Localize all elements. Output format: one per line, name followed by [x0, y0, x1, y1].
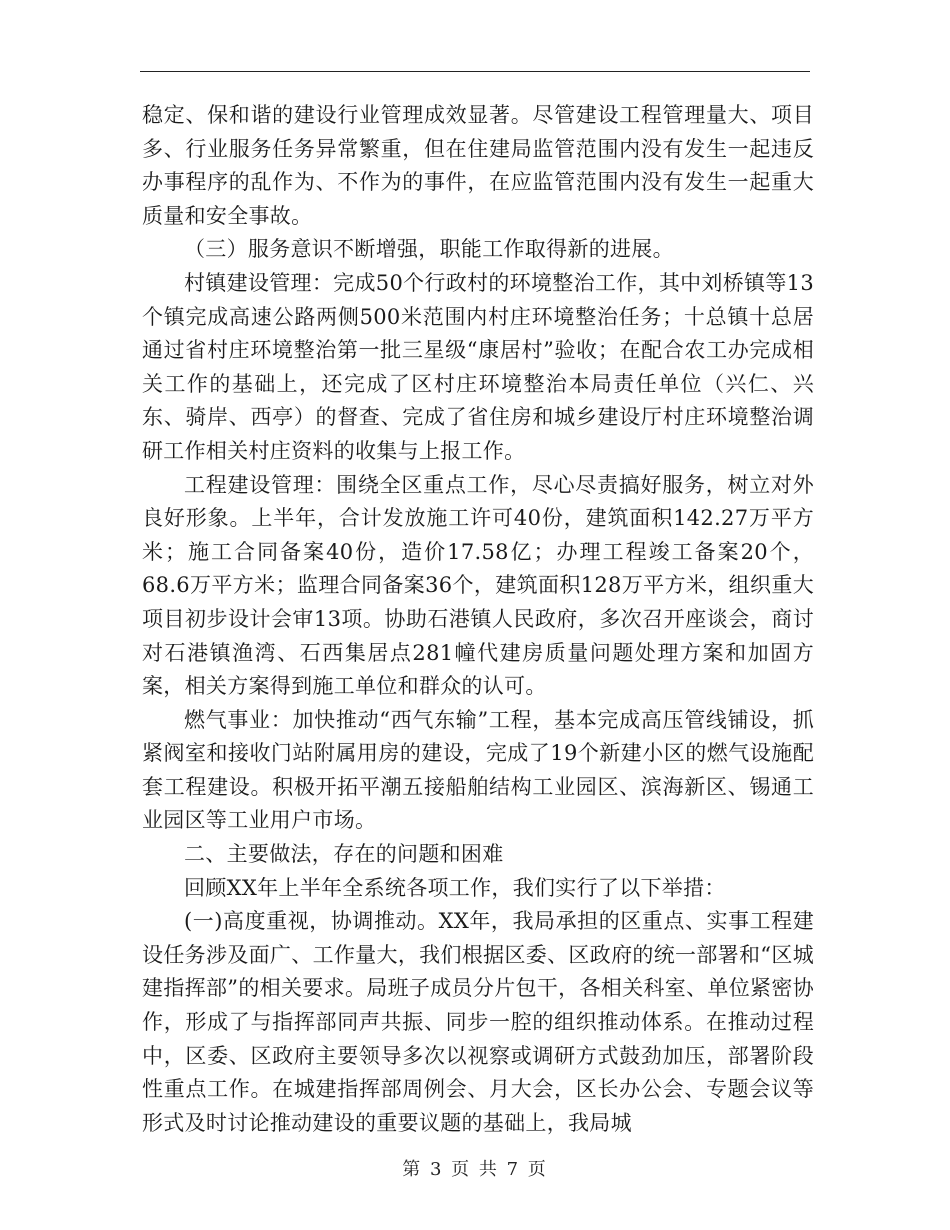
paragraph-8-measures: (一)高度重视，协调推动。XX年，我局承担的区重点、实事工程建设任务涉及面广、工作量大，我们根据区委、区政府的统一部署和“区城建指挥部”的相关要求。局班子成员分片包干，各相关科室、单位紧密协作，形成了与指挥部同声共振、同步一腔的组织推动体系。在推动过程中，区委、区政府主要领导多次以视察或调研方式鼓劲加压，部署阶段性重点工作。在城建指挥部周例会、月大会，区长办公会、专题会议等形式及时讨论推动建设的重要议题的基础上，我局城 — [142, 909, 814, 1135]
paragraph-5-gas-utility: 燃气事业：加快推动“西气东输”工程，基本完成高压管线铺设，抓紧阀室和接收门站附属用房的建设，完成了19个新建小区的燃气设施配套工程建设。积极开拓平潮五接船舶结构工业园区、滨海新区、锡通工业园区等工业用户市场。 — [142, 707, 814, 833]
page-number-footer: 第 3 页 共 7 页 — [402, 1159, 548, 1180]
header-divider — [140, 71, 810, 72]
paragraph-1: 稳定、保和谐的建设行业管理成效显著。尽管建设工程管理量大、项目多、行业服务任务异常繁重，但在住建局监管范围内没有发生一起违反办事程序的乱作为、不作为的事件，在应监管范围内没有发生一起重大质量和安全事故。 — [142, 103, 814, 228]
paragraph-2-heading: （三）服务意识不断增强，职能工作取得新的进展。 — [184, 237, 674, 262]
paragraph-4-engineering-management: 工程建设管理：围绕全区重点工作，尽心尽责搞好服务，树立对外良好形象。上半年，合计发放施工许可40份，建筑面积142.27万平方米；施工合同备案40份，造价17.58亿；办理工程竣工备案20个，68.6万平方米；监理合同备案36个，建筑面积128万平方米，组织重大项目初步设计会审13项。协助石港镇人民政府，多次召开座谈会，商讨对石港镇渔湾、石西集居点281幢代建房质量问题处理方案和加固方案，相关方案得到施工单位和群众的认可。 — [142, 472, 814, 699]
paragraph-7-review: 回顾XX年上半年全系统各项工作，我们实行了以下举措： — [184, 875, 726, 900]
document-body — [142, 99, 814, 1140]
section-heading-2: 二、主要做法，存在的问题和困难 — [184, 842, 504, 867]
paragraph-3-village-management: 村镇建设管理：完成50个行政村的环境整治工作，其中刘桥镇等13个镇完成高速公路两侧500米范围内村庄环境整治任务；十总镇十总居通过省村庄环境整治第一批三星级“康居村”验收；在配合农工办完成相关工作的基础上，还完成了区村庄环境整治本局责任单位（兴仁、兴东、骑岸、西亭）的督查、完成了省住房和城乡建设厅村庄环境整治调研工作相关村庄资料的收集与上报工作。 — [142, 270, 814, 463]
